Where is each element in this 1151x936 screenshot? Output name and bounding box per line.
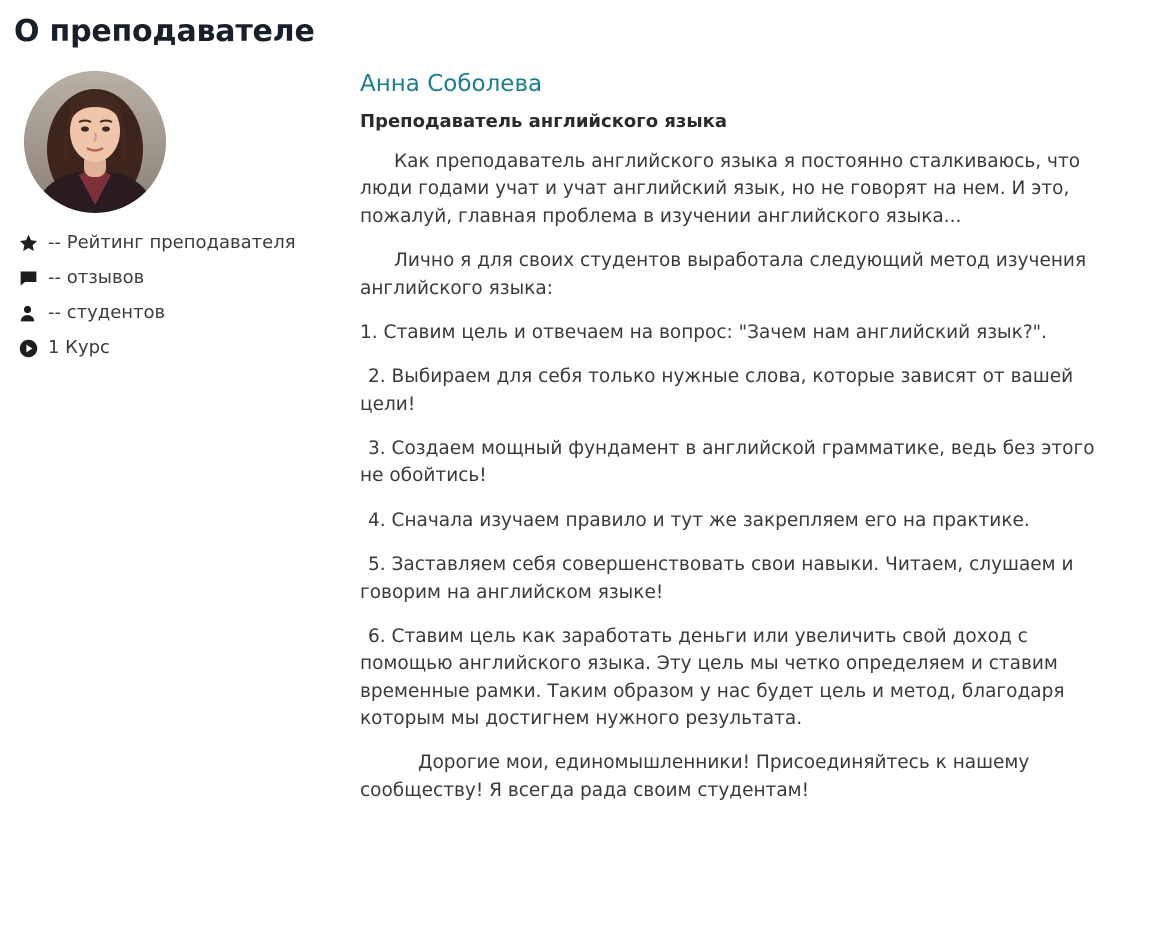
user-icon — [18, 301, 48, 324]
stat-courses-label: 1 Курс — [48, 337, 110, 359]
teacher-role: Преподаватель английского языка — [360, 111, 727, 132]
stat-courses — [18, 336, 350, 360]
teacher-stats — [18, 231, 350, 360]
bio-closing: Дорогие мои, единомышленники! Присоединяйтесь к нашему сообществу! Я всегда рада своим студентам! — [360, 752, 1030, 801]
bio-paragraph-1: Как преподаватель английского языка я постоянно сталкиваюсь, что люди годами учат и учат английский язык, но не говорят на нем. И это, пожалуй, главная проблема в изучении английского языка... — [360, 151, 1081, 227]
comment-icon — [18, 266, 48, 289]
content-area — [0, 71, 1151, 821]
avatar — [24, 71, 166, 213]
bio-step-4: 4. Сначала изучаем правило и тут же закрепляем его на практике. — [368, 509, 1030, 531]
stat-students — [18, 301, 350, 325]
bio-step-3: 3. Создаем мощный фундамент в английской грамматике, ведь без этого не обойтись! — [360, 438, 1095, 487]
stat-rating-label: -- Рейтинг преподавателя — [48, 232, 296, 253]
stat-rating — [18, 231, 350, 255]
about-teacher-page — [0, 14, 1151, 936]
bio-section — [350, 71, 1151, 821]
star-icon — [18, 231, 48, 254]
bio-step-5: 5. Заставляем себя совершенствовать свои навыки. Читаем, слушаем и говорим на английском языке! — [360, 554, 1074, 603]
stat-reviews — [18, 266, 350, 290]
page-title: О преподавателе — [14, 14, 315, 49]
stat-reviews-label: -- отзывов — [48, 267, 145, 289]
stat-students-label: -- студентов — [48, 302, 166, 324]
bio-step-6: 6. Ставим цель как заработать деньги или увеличить свой доход с помощью английского языка. Эту цель мы четко определяем и ставим временные рамки. Таким образом у нас будет цель и метод, благодаря которым мы достигнем нужного результата. — [360, 625, 1065, 729]
play-circle-icon — [18, 336, 48, 359]
bio-paragraph-2: Лично я для своих студентов выработала следующий метод изучения английского языка: — [360, 250, 1087, 299]
teacher-name: Анна Соболева — [360, 71, 543, 97]
bio-step-1: 1. Ставим цель и отвечаем на вопрос: "Зачем нам английский язык?". — [360, 321, 1048, 343]
profile-sidebar — [0, 71, 350, 821]
bio-step-2: 2. Выбираем для себя только нужные слова, которые зависят от вашей цели! — [360, 366, 1074, 415]
